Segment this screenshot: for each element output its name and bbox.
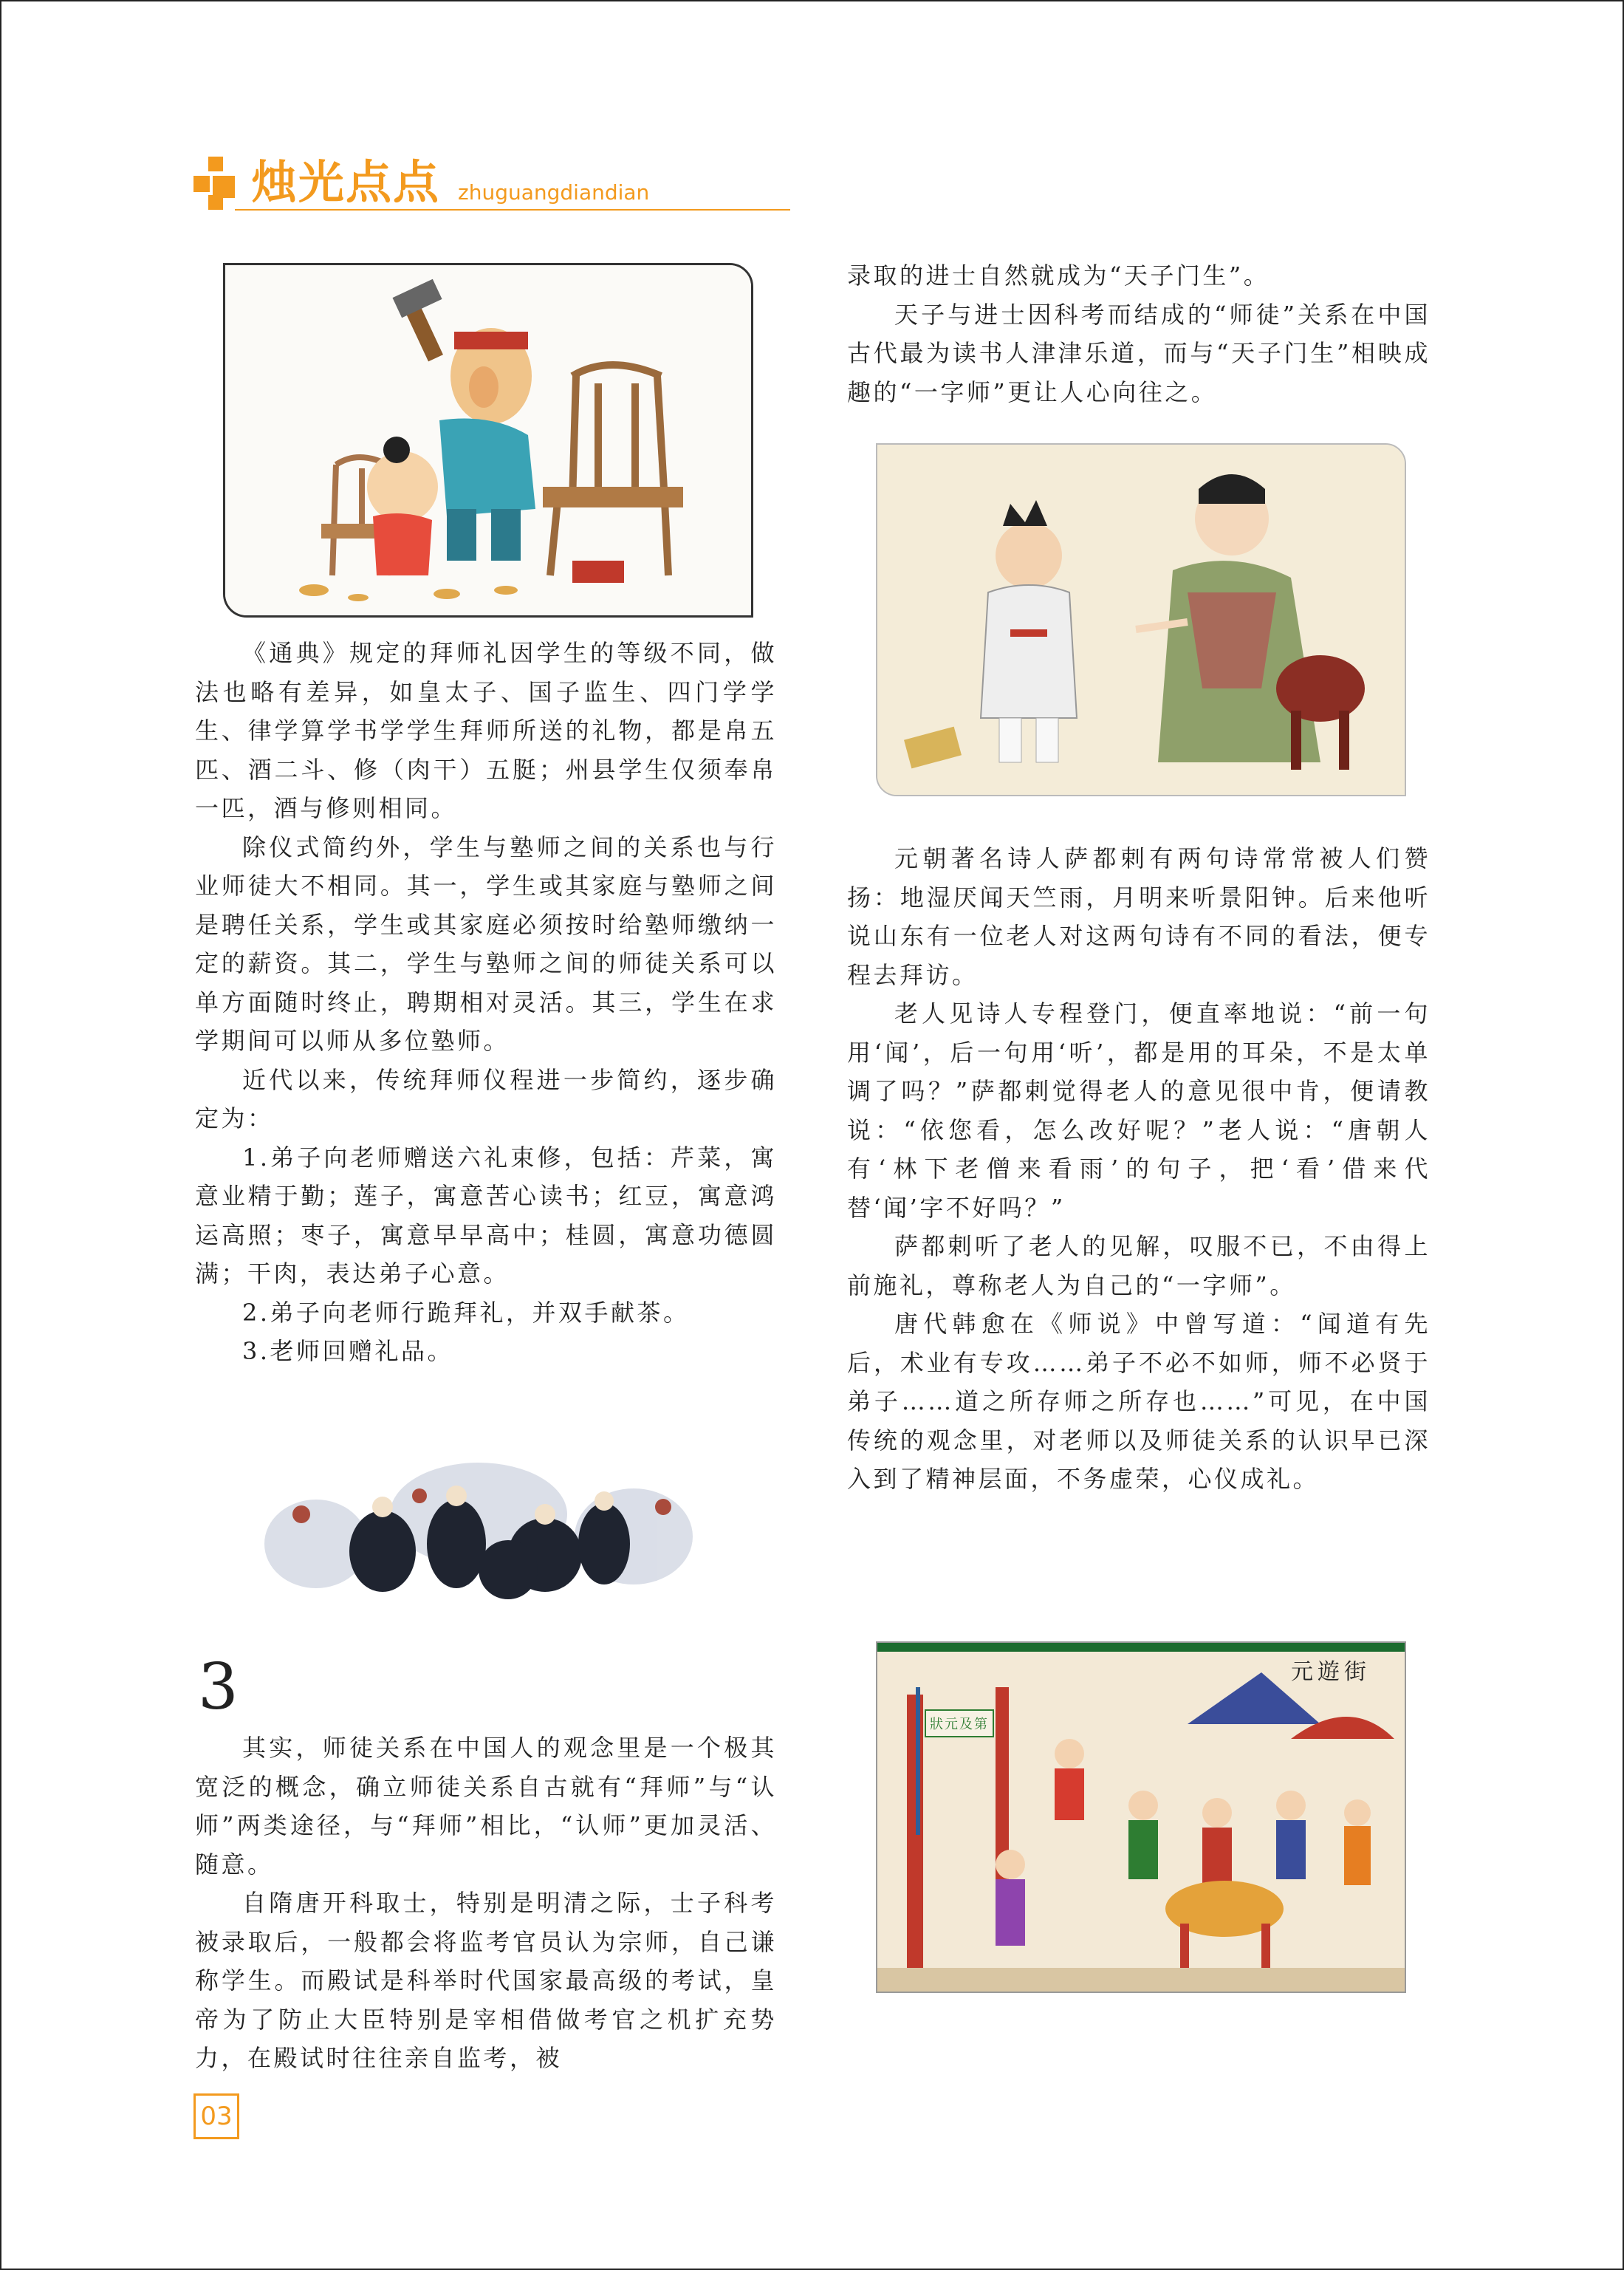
left-column (195, 634, 777, 1371)
header-rule (235, 209, 790, 211)
logo-mark (193, 157, 238, 210)
paragraph: 天子与进士因科考而结成的“师徒”关系在中国古代最为读书人津津乐道，而与“天子门生”相映成趣的“一字师”更让人心向往之。 (847, 300, 1431, 406)
header-title: 烛光点点 (251, 155, 441, 209)
list-item: 2.弟子向老师行跪拜礼，并双手献茶。 (242, 1298, 690, 1327)
list-item: 3.老师回赠礼品。 (242, 1337, 454, 1365)
section-text (195, 1729, 777, 2078)
paragraph: 录取的进士自然就成为“天子门生”。 (847, 261, 1270, 290)
paragraph: 近代以来，传统拜师仪程进一步简约，逐步确定为： (195, 1065, 777, 1132)
section-number: 3 (198, 1650, 239, 1724)
paragraph: 萨都剌听了老人的见解，叹服不已，不由得上前施礼，尊称老人为自己的“一字师”。 (847, 1232, 1431, 1299)
carpenter-illustration (223, 263, 753, 618)
paragraph: 老人见诗人专程登门，便直率地说：“前一句用‘闻’，后一句用‘听’，都是用的耳朵，不是太单调了吗？”萨都剌觉得老人的意见很中肯，便请教说：“依您看，怎么改好呢？”老人说：“唐朝人有‘林下老僧来看雨’的句子，把‘看’借来代替‘闻’字不好吗？” (847, 999, 1431, 1222)
print-title-banner: 元遊街 (1291, 1659, 1371, 1685)
list-item: 1.弟子向老师赠送六礼束修，包括：芹菜，寓意业精于勤；莲子，寓意苦心读书；红豆，寓意鸿运高照；枣子，寓意早早高中；桂圆，寓意功德圆满；干肉，表达弟子心意。 (195, 1143, 777, 1288)
ink-painting-illustration (235, 1433, 713, 1607)
right-column-top (847, 256, 1431, 411)
right-column-middle (847, 839, 1431, 1499)
paragraph: 除仪式简约外，学生与塾师之间的关系也与行业师徒大不相同。其一，学生或其家庭与塾师之间是聘任关系，学生或其家庭必须按时给塾师缴纳一定的薪资。其二，学生与塾师之间的师徒关系可以单方面随时终止，聘期相对灵活。其三，学生在求学期间可以师从多位塾师。 (195, 833, 777, 1055)
woodblock-parade-print (876, 1641, 1406, 1993)
print-sign: 狀元及第 (925, 1709, 994, 1737)
page-number: 03 (193, 2093, 239, 2139)
teacher-child-illustration (876, 443, 1406, 796)
paragraph: 自隋唐开科取士，特别是明清之际，士子科考被录取后，一般都会将监考官员认为宗师，自己谦称学生。而殿试是科举时代国家最高级的考试，皇帝为了防止大臣特别是宰相借做考官之机扩充势力，在殿试时往往亲自监考，被 (195, 1889, 777, 2072)
paragraph: 唐代韩愈在《师说》中曾写道：“闻道有先后，术业有专攻……弟子不必不如师，师不必贤于弟子……道之所存师之所存也……”可见，在中国传统的观念里，对老师以及师徒关系的认识早已深入到了精神层面，不务虚荣，心仪成礼。 (847, 1310, 1431, 1493)
paragraph: 元朝著名诗人萨都剌有两句诗常常被人们赞扬：地湿厌闻天竺雨，月明来听景阳钟。后来他听说山东有一位老人对这两句诗有不同的看法，便专程去拜访。 (847, 844, 1431, 989)
header-subtitle: zhuguangdiandian (458, 180, 650, 205)
paragraph: 其实，师徒关系在中国人的观念里是一个极其宽泛的概念，确立师徒关系自古就有“拜师”与“认师”两类途径，与“拜师”相比，“认师”更加灵活、随意。 (195, 1734, 777, 1878)
paragraph: 《通典》规定的拜师礼因学生的等级不同，做法也略有差异，如皇太子、国子监生、四门学学生、律学算学书学学生拜师所送的礼物，都是帛五匹、酒二斗、修（肉干）五脡；州县学生仅须奉帛一匹，酒与修则相同。 (195, 639, 777, 822)
